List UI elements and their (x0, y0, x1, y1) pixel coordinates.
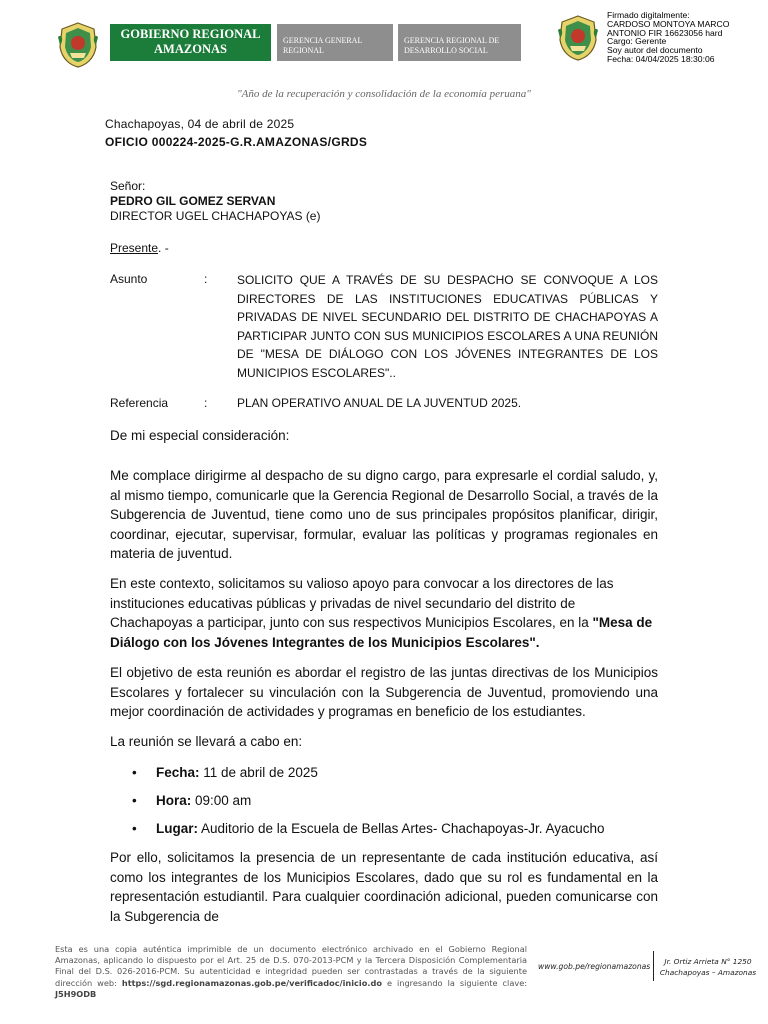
p2-text: En este contexto, solicitamos su valioso apoyo para convocar a los directores de las instituciones educativas públicas y privadas de nivel secundario del distrito de Chachapoyas a participar, junto con sus respectivos Municipios Escolares, en la (110, 576, 614, 631)
box2-line2: REGIONAL (283, 46, 324, 55)
bullet-icon: • (132, 765, 137, 780)
meeting-place-label: Lugar: (156, 821, 198, 836)
meeting-place-value: Auditorio de la Escuela de Bellas Artes- Chachapoyas-Jr. Ayacucho (198, 821, 605, 836)
box3-line1: GERENCIA REGIONAL DE (404, 36, 500, 45)
box2-line1: GERENCIA GENERAL (283, 36, 363, 45)
body-paragraph-1: Me complace dirigirme al despacho de su digno cargo, para expresarle el cordial saludo, y, al mismo tiempo, comunicarle que la Gerencia Regional de Desarrollo Social, a través de la Subgerencia de Juventud, tiene como uno de sus principales propósitos planificar, dirigir, coordinar, ejecutar, supervisar, formular, evaluar las políticas y programas regionales en materia de juventud. (110, 468, 658, 562)
sig-line: Fecha: 04/04/2025 18:30:06 (607, 53, 715, 64)
gov-title-line2: AMAZONAS (154, 42, 227, 56)
address-line2: Chachapoyas – Amazonas (659, 968, 757, 977)
greeting-line: De mi especial consideración: (110, 428, 290, 443)
reference-label: Referencia (110, 396, 169, 410)
recipient-name: PEDRO GIL GOMEZ SERVAN (110, 194, 276, 208)
meeting-place-item (132, 821, 605, 836)
meeting-time-value: 09:00 am (191, 793, 252, 808)
presente-suffix: . - (158, 241, 169, 255)
regional-seal-left (56, 21, 100, 69)
p2-event-name: "Mesa de Diálogo con los Jóvenes Integrantes de los Municipios Escolares". (110, 615, 653, 650)
meeting-date-item (132, 765, 318, 780)
digital-signature-block (607, 11, 757, 64)
verification-key: J5H9ODB (55, 988, 97, 999)
oficio-number: OFICIO 000224-2025-G.R.AMAZONAS/GRDS (105, 135, 368, 149)
gov-title-line1: GOBIERNO REGIONAL (120, 27, 261, 41)
letter-date: Chachapoyas, 04 de abril de 2025 (105, 117, 295, 131)
general-management-banner (277, 24, 393, 61)
reference-colon: : (204, 396, 208, 410)
meeting-intro: La reunión se llevará a cabo en: (110, 734, 303, 749)
salutation: Señor: (110, 179, 146, 193)
sig-line: Cargo: Gerente (607, 36, 667, 47)
sig-line: CARDOSO MONTOYA MARCO (607, 18, 730, 29)
recipient-title: DIRECTOR UGEL CHACHAPOYAS (e) (110, 209, 321, 223)
box3-line2: DESARROLLO SOCIAL (404, 46, 488, 55)
website-link[interactable]: www.gob.pe/regionamazonas (538, 962, 651, 971)
footer-address (658, 956, 758, 978)
authenticity-note (55, 944, 527, 1000)
meeting-date-value: 11 de abril de 2025 (199, 765, 318, 780)
meeting-date-label: Fecha: (156, 765, 200, 780)
verification-link[interactable]: https://sgd.regionamazonas.gob.pe/verificadoc/inicio.do (121, 977, 382, 988)
regional-government-banner (110, 24, 271, 61)
year-motto: "Año de la recuperación y consolidación de la economía peruana" (237, 88, 531, 100)
body-paragraph-3: El objetivo de esta reunión es abordar el registro de las juntas directivas de los Municipios Escolares y fortalecer su vinculación con la Subgerencia de Juventud, promoviendo una mejor coordinación de actividades y programas en beneficio de los estudiantes. (110, 665, 658, 720)
social-development-banner (398, 24, 521, 61)
presente-line (110, 241, 169, 256)
sig-line: Soy autor del documento (607, 45, 703, 56)
note-text: Esta es una copia auténtica imprimible de un documento electrónico archivado en el Gobierno Regional Amazonas, aplicando lo dispuesto por el Art. 25 de D.S. 070-2013-PCM y la Tercera Disposición Complementaria Final del D.S. 026-2016-PCM. Su autenticidad e integridad pueden ser contrastadas a través de la siguiente dirección web: (55, 944, 527, 988)
address-line1: Jr. Ortiz Arrieta N° 1250 (664, 957, 752, 966)
sig-line: Firmado digitalmente: (607, 10, 690, 20)
asunto-label: Asunto (110, 272, 148, 286)
asunto-colon: : (204, 272, 208, 286)
bullet-icon: • (132, 793, 137, 808)
sig-line: ANTONIO FIR 16623056 hard (607, 27, 723, 38)
asunto-text: SOLICITO QUE A TRAVÉS DE SU DESPACHO SE CONVOQUE A LOS DIRECTORES DE LAS INSTITUCIONES EDUCATIVAS PÚBLICAS Y PRIVADAS DE NIVEL SECUNDARIO DEL DISTRITO DE CHACHAPOYAS A PARTICIPAR JUNTO CON SUS MUNICIPIOS ESCOLARES A UNA REUNIÓN DE "MESA DE DIÁLOGO CON LOS JÓVENES INTEGRANTES DE LOS MUNICIPIOS ESCOLARES".. (237, 273, 658, 380)
meeting-time-label: Hora: (156, 793, 192, 808)
body-paragraph-2 (110, 574, 658, 652)
presente-word: Presente (110, 241, 159, 255)
meeting-time-item (132, 793, 251, 808)
body-paragraph-4: Por ello, solicitamos la presencia de un representante de cada institución educativa, así como los integrantes de los Municipios Escolares, dado que su rol es fundamental en la representación estudiantil. Para cualquier coordinación adicional, pueden comunicarse con la Subgerencia de (110, 850, 658, 924)
bullet-icon: • (132, 821, 137, 836)
footer-divider (653, 951, 654, 981)
reference-text: PLAN OPERATIVO ANUAL DE LA JUVENTUD 2025. (237, 396, 522, 410)
note-mid: e ingresando la siguiente clave: (381, 977, 527, 988)
regional-seal-right (556, 14, 600, 62)
